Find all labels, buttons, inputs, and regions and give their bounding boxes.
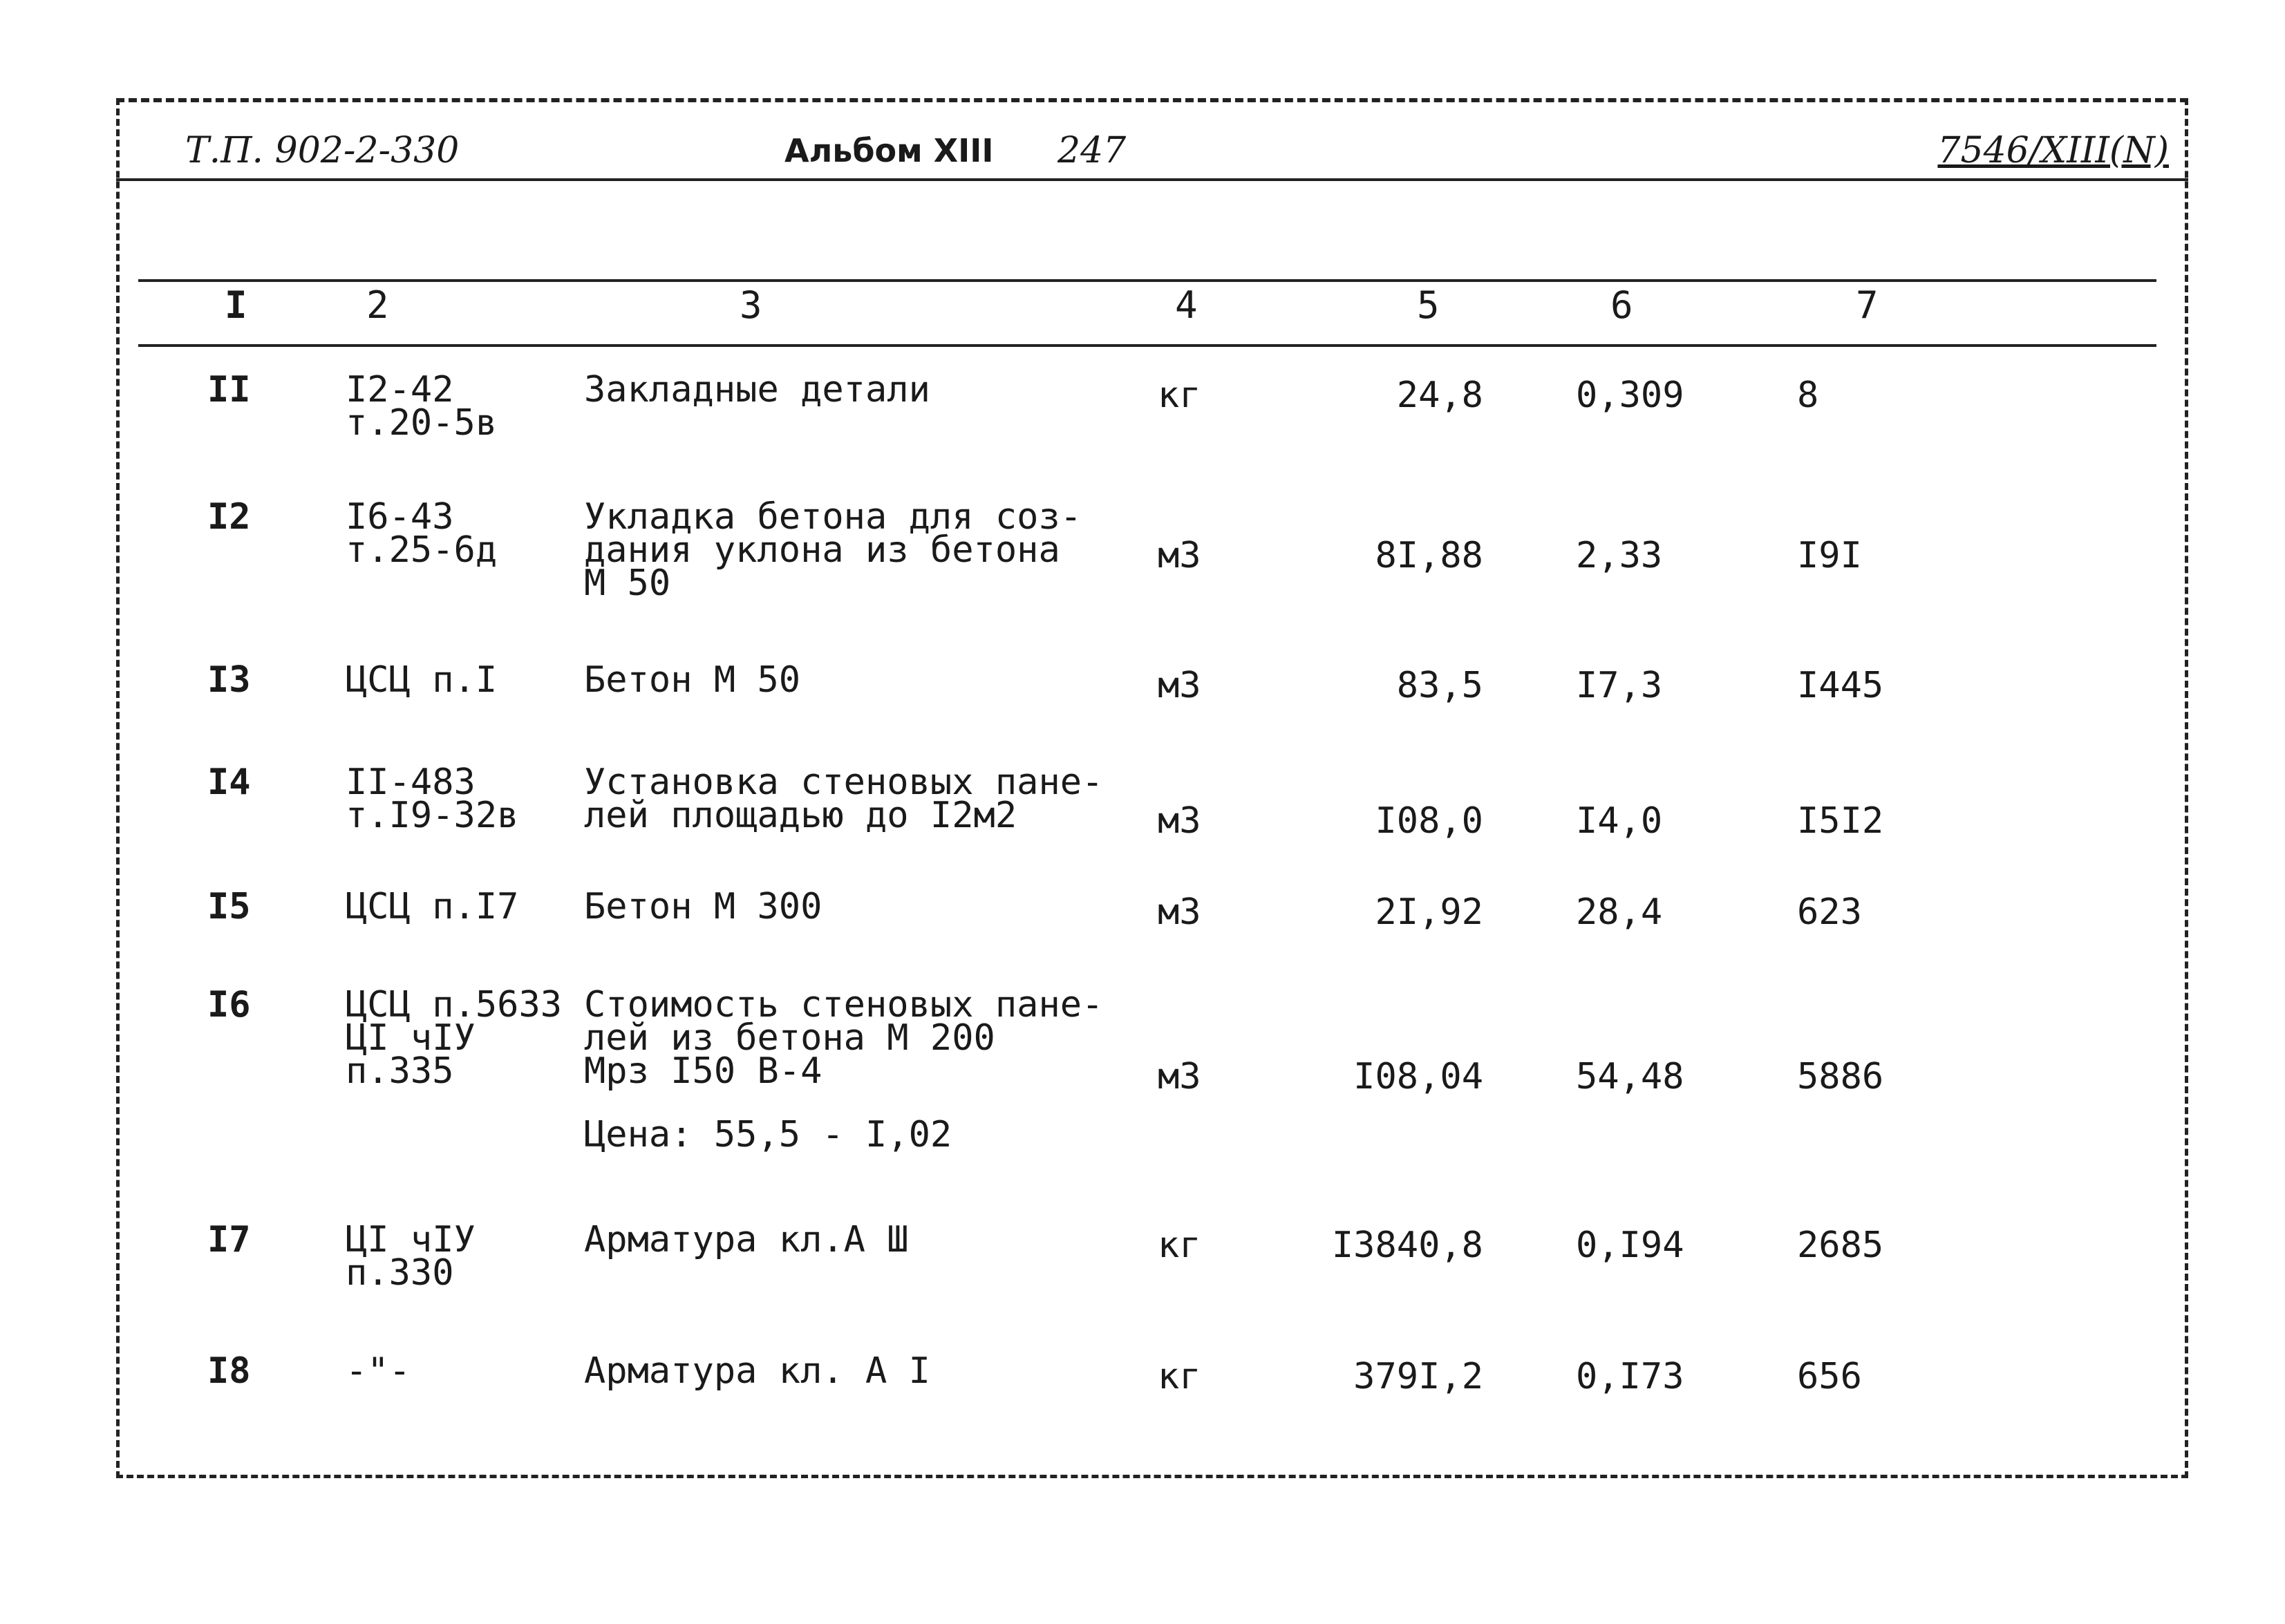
quantity: 24,8	[1396, 375, 1483, 416]
rate-reference: I2-42	[346, 369, 454, 410]
unit-price: 0,I73	[1576, 1356, 1684, 1397]
total-cost: 2685	[1797, 1225, 1884, 1266]
quantity: 379I,2	[1353, 1356, 1483, 1397]
total-cost: 8	[1797, 375, 1819, 416]
row-number: I5	[207, 886, 251, 927]
price-note: Цена: 55,5 - I,02	[584, 1114, 952, 1155]
unit: м3	[1158, 800, 1201, 842]
rate-reference: ЦСЦ п.I7	[346, 886, 519, 927]
rate-reference: п.330	[346, 1252, 454, 1294]
total-cost: 656	[1797, 1356, 1862, 1397]
table-top-rule	[138, 279, 2156, 282]
work-description: Арматура кл. А I	[584, 1350, 930, 1392]
work-description: лей площадью до I2м2	[584, 795, 1017, 836]
rate-reference: т.25-6д	[346, 529, 498, 571]
column-header-7: 7	[1856, 283, 1879, 327]
column-header-2: 2	[366, 283, 389, 327]
quantity: I3840,8	[1331, 1225, 1483, 1266]
work-description: Стоимость стеновых пане-	[584, 984, 1104, 1026]
work-description: Закладные детали	[584, 369, 930, 410]
total-cost: I5I2	[1797, 800, 1884, 842]
quantity: I08,0	[1375, 800, 1483, 842]
row-number: I6	[207, 984, 251, 1026]
total-cost: I9I	[1797, 535, 1862, 576]
work-description: дания уклона из бетона	[584, 529, 1060, 571]
work-description: Установка стеновых пане-	[584, 762, 1104, 803]
rate-reference: ЦI чIУ	[346, 1017, 476, 1059]
rate-reference: ЦСЦ п.I	[346, 659, 498, 701]
quantity: 8I,88	[1375, 535, 1483, 576]
row-number: I3	[207, 659, 251, 701]
quantity: 2I,92	[1375, 891, 1483, 933]
unit-price: 28,4	[1576, 891, 1663, 933]
work-description: Арматура кл.А Ш	[584, 1219, 909, 1261]
rate-reference: ЦСЦ п.5633	[346, 984, 563, 1026]
rate-reference: II-483	[346, 762, 476, 803]
unit-price: 0,309	[1576, 375, 1684, 416]
unit: м3	[1158, 1056, 1201, 1097]
quantity: 83,5	[1396, 665, 1483, 706]
work-description: Мрз I50 В-4	[584, 1050, 822, 1092]
unit-price: I4,0	[1576, 800, 1663, 842]
work-description: М 50	[584, 563, 671, 604]
unit: м3	[1158, 535, 1201, 576]
unit: кг	[1158, 375, 1201, 416]
reference-number	[1937, 129, 2169, 173]
rate-reference: -"-	[346, 1350, 411, 1392]
column-header-5: 5	[1417, 283, 1440, 327]
unit: кг	[1158, 1356, 1201, 1397]
unit: м3	[1158, 891, 1201, 933]
total-cost: I445	[1797, 665, 1884, 706]
unit-price: 0,I94	[1576, 1225, 1684, 1266]
unit-price: 2,33	[1576, 535, 1663, 576]
row-number: I8	[207, 1350, 251, 1392]
page-number: 247	[1057, 130, 1127, 171]
column-header-rule	[138, 344, 2156, 347]
row-number: I2	[207, 496, 251, 538]
album-label: Альбом XIII	[784, 132, 994, 169]
reference-number-text: 7546/XIII(N)	[1937, 130, 2169, 171]
column-header-3: 3	[740, 283, 762, 327]
rate-reference: I6-43	[346, 496, 454, 538]
work-description: Бетон М 50	[584, 659, 801, 701]
column-header-6: 6	[1610, 283, 1633, 327]
unit: м3	[1158, 665, 1201, 706]
unit-price: 54,48	[1576, 1056, 1684, 1097]
rate-reference: т.I9-32в	[346, 795, 519, 836]
header-rule	[116, 178, 2188, 181]
unit-price: I7,3	[1576, 665, 1663, 706]
rate-reference: п.335	[346, 1050, 454, 1092]
row-number: I4	[207, 762, 251, 803]
row-number: I7	[207, 1219, 251, 1261]
total-cost: 5886	[1797, 1056, 1884, 1097]
document-code: Т.П. 902-2-330	[185, 130, 460, 171]
total-cost: 623	[1797, 891, 1862, 933]
column-header-4: 4	[1175, 283, 1198, 327]
row-number: II	[207, 369, 251, 410]
column-header-1: I	[225, 283, 247, 327]
work-description: Укладка бетона для соз-	[584, 496, 1082, 538]
work-description: лей из бетона М 200	[584, 1017, 995, 1059]
quantity: I08,04	[1353, 1056, 1483, 1097]
work-description: Бетон М 300	[584, 886, 822, 927]
rate-reference: ЦI чIУ	[346, 1219, 476, 1261]
unit: кг	[1158, 1225, 1201, 1266]
rate-reference: т.20-5в	[346, 402, 498, 444]
